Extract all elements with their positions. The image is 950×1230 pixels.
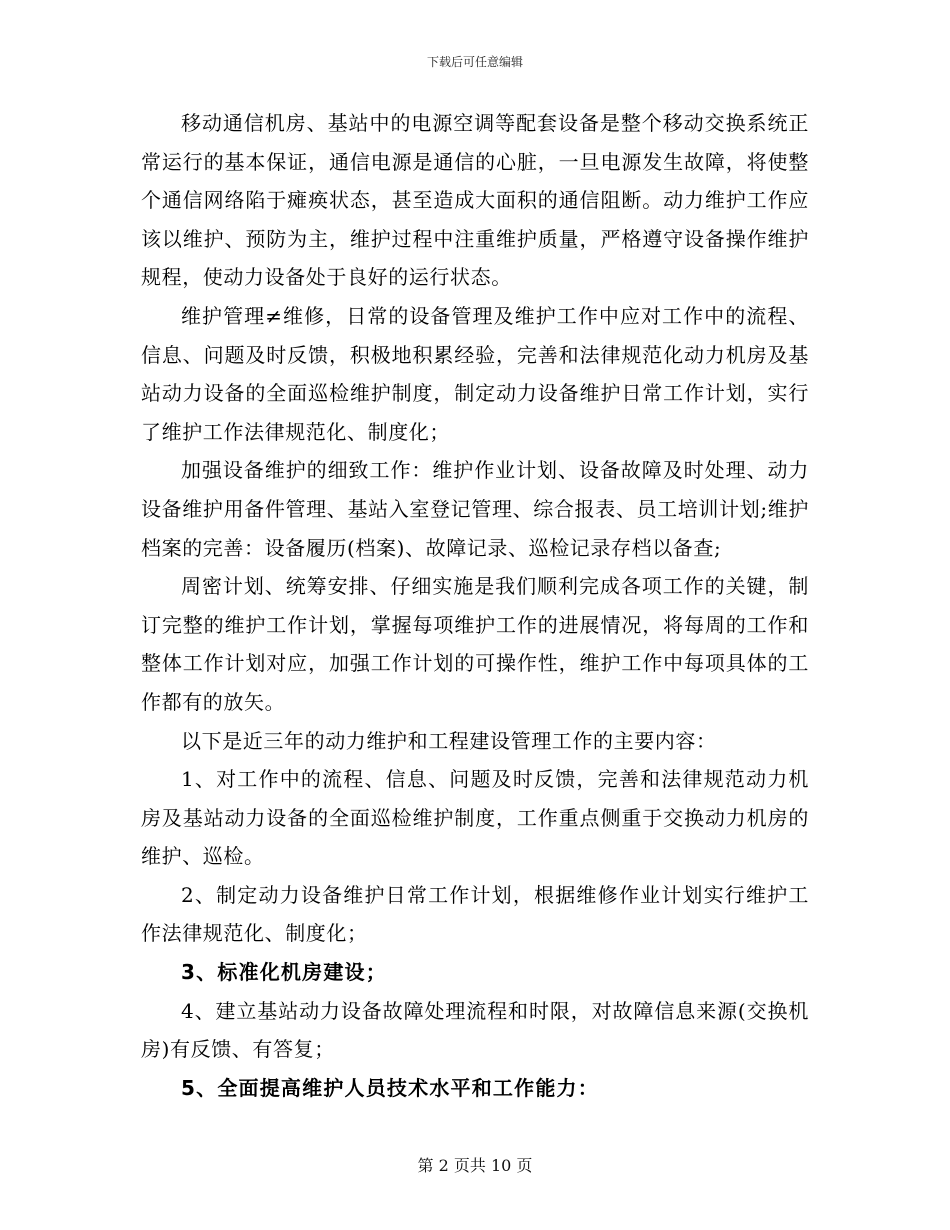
list-item-1: 1、对工作中的流程、信息、问题及时反馈，完善和法律规范动力机房及基站动力设备的全面巡检维护制度，工作重点侧重于交换动力机房的维护、巡检。	[141, 767, 809, 869]
list-item-3-heading: 3、标准化机房建设；	[181, 960, 387, 985]
list-item-5-heading: 5、全面提高维护人员技术水平和工作能力：	[181, 1075, 599, 1100]
paragraph-maintenance-management: 维护管理≠维修，日常的设备管理及维护工作中应对工作中的流程、信息、问题及时反馈，积极地积累经验，完善和法律规范化动力机房及基站动力设备的全面巡检维护制度，制定动力设备维护日常工作计划，实行了维护工作法律规范化、制度化；	[141, 303, 809, 444]
paragraph-intro: 移动通信机房、基站中的电源空调等配套设备是整个移动交换系统正常运行的基本保证，通信电源是通信的心脏，一旦电源发生故障，将使整个通信网络陷于瘫痪状态，甚至造成大面积的通信阻断。动力维护工作应该以维护、预防为主，维护过程中注重维护质量，严格遵守设备操作维护规程，使动力设备处于良好的运行状态。	[141, 111, 809, 290]
list-item-4: 4、建立基站动力设备故障处理流程和时限，对故障信息来源(交换机房)有反馈、有答复；	[141, 998, 809, 1062]
paragraph-detailed-work: 加强设备维护的细致工作：维护作业计划、设备故障及时处理、动力设备维护用备件管理、基站入室登记管理、综合报表、员工培训计划;维护档案的完善：设备履历(档案)、故障记录、巡检记录存档以备查;	[141, 458, 809, 560]
paragraph-main-content-intro: 以下是近三年的动力维护和工程建设管理工作的主要内容：	[181, 728, 717, 753]
paragraph-planning: 周密计划、统筹安排、仔细实施是我们顺利完成各项工作的关键，制订完整的维护工作计划，掌握每项维护工作的进展情况，将每周的工作和整体工作计划对应，加强工作计划的可操作性，维护工作中每项具体的工作都有的放矢。	[141, 574, 809, 714]
page-header: 下载后可任意编辑	[426, 55, 523, 69]
list-item-2: 2、制定动力设备维护日常工作计划，根据维修作业计划实行维护工作法律规范化、制度化；	[141, 882, 809, 946]
page-footer: 第 2 页共 10 页	[417, 1156, 533, 1175]
document-body	[141, 104, 809, 1107]
